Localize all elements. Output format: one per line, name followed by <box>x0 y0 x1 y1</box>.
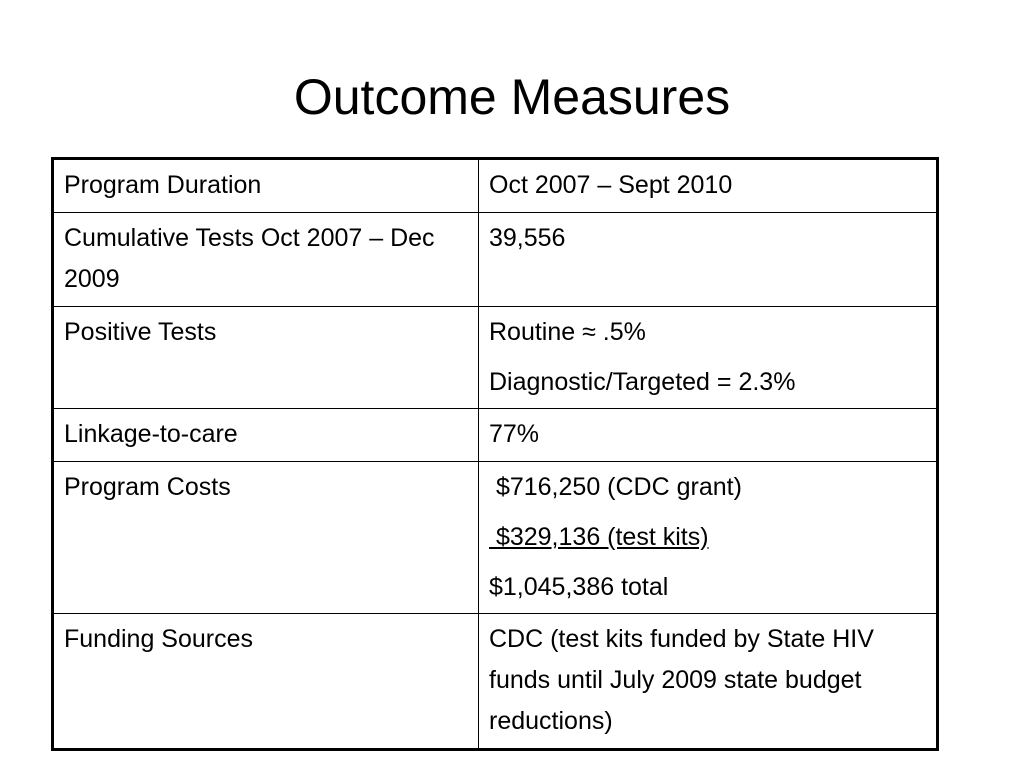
row-label-linkage-to-care <box>53 409 479 462</box>
slide-title: Outcome Measures <box>293 69 731 125</box>
row-label-program-costs <box>53 462 479 614</box>
row-label-text: Funding Sources <box>64 625 254 653</box>
row-label-cumulative-tests <box>53 213 479 307</box>
value-line: Diagnostic/Targeted = 2.3% <box>489 368 796 396</box>
table-row <box>53 213 938 307</box>
outcome-measures-table <box>51 157 939 751</box>
row-label-text: Linkage-to-care <box>64 420 238 448</box>
value-line: Oct 2007 – Sept 2010 <box>489 171 733 199</box>
row-value-program-duration <box>479 159 938 213</box>
row-label-text: Cumulative Tests Oct 2007 – Dec 2009 <box>64 224 435 293</box>
row-value-cumulative-tests <box>479 213 938 307</box>
row-label-text: Positive Tests <box>64 318 217 346</box>
table-row <box>53 307 938 409</box>
row-label-text: Program Costs <box>64 473 231 501</box>
table-row <box>53 159 938 213</box>
table-row <box>53 409 938 462</box>
value-line: CDC (test kits funded by State HIV funds until July 2009 state budget reductions) <box>489 625 874 735</box>
row-value-funding-sources <box>479 614 938 750</box>
value-line: Routine ≈ .5% <box>489 318 646 346</box>
row-label-program-duration <box>53 159 479 213</box>
value-line-subtotal: $329,136 (test kits) <box>489 523 709 551</box>
table-row <box>53 462 938 614</box>
row-value-positive-tests <box>479 307 938 409</box>
row-value-program-costs <box>479 462 938 614</box>
row-label-positive-tests <box>53 307 479 409</box>
row-label-text: Program Duration <box>64 171 262 199</box>
row-value-linkage-to-care <box>479 409 938 462</box>
value-line: 77% <box>489 420 540 448</box>
table-row <box>53 614 938 750</box>
row-label-funding-sources <box>53 614 479 750</box>
value-line-total: $1,045,386 total <box>489 573 669 601</box>
value-line: $716,250 (CDC grant) <box>489 473 742 501</box>
value-line: 39,556 <box>489 224 566 252</box>
